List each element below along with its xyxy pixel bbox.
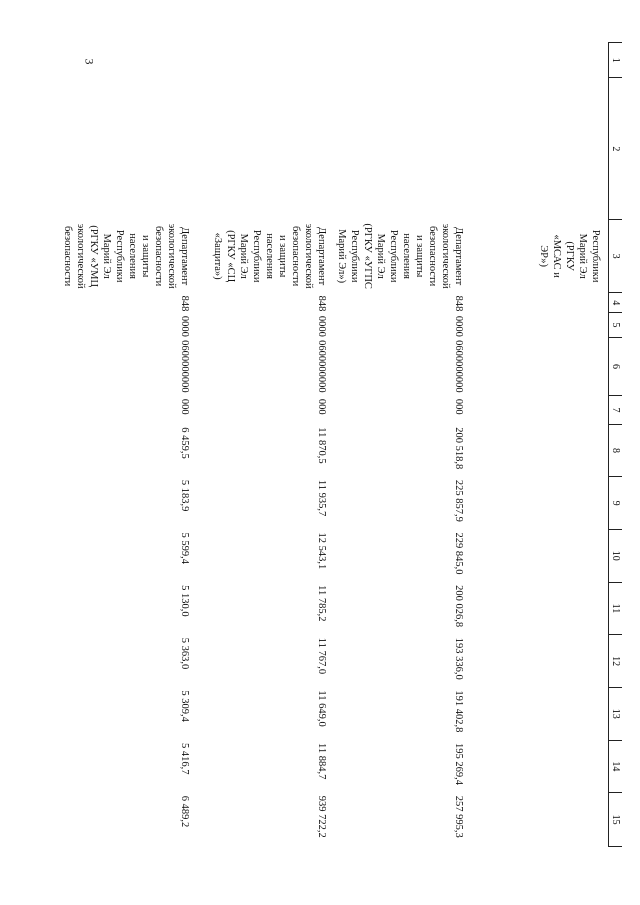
col-header-10: 10 xyxy=(609,529,623,582)
cell-c12 xyxy=(471,635,609,688)
cell-c10: 12 543,1 xyxy=(316,532,327,570)
cell-c8 xyxy=(471,424,609,477)
col-header-6: 6 xyxy=(609,337,623,396)
cell-c8: 11 870,5 xyxy=(316,427,327,464)
col-header-1: 1 xyxy=(609,43,623,78)
cell-c10: 229 845,0 xyxy=(453,532,464,575)
col-header-5: 5 xyxy=(609,313,623,337)
table-row xyxy=(197,43,334,847)
col-header-3: 3 xyxy=(609,220,623,293)
col-header-4: 4 xyxy=(609,293,623,313)
cell-c2 xyxy=(197,78,334,220)
col-header-14: 14 xyxy=(609,740,623,793)
cell-c6 xyxy=(471,337,609,396)
cell-c14: 11 884,7 xyxy=(316,743,327,780)
table-row xyxy=(471,43,609,847)
cell-c10 xyxy=(471,529,609,582)
cell-organization: Департамент экологической безопасности и защиты населения Республики Марий Эл (РГКУ «УМЦ экологической безопасности xyxy=(62,223,190,289)
table-row xyxy=(60,43,197,847)
cell-c12: 5 363,0 xyxy=(179,637,190,670)
cell-c1 xyxy=(60,43,197,78)
cell-code: 848 xyxy=(453,295,464,312)
cell-organization: Департамент экологической безопасности и защиты населения Республики Марий Эл (РГКУ «УГПС Республики Марий Эл») xyxy=(336,223,464,289)
col-header-12: 12 xyxy=(609,635,623,688)
cell-c14: 5 416,7 xyxy=(179,743,190,775)
col-header-11: 11 xyxy=(609,582,623,635)
cell-c15: 257 995,3 xyxy=(453,795,464,838)
col-header-15: 15 xyxy=(609,793,623,847)
cell-c1 xyxy=(197,43,334,78)
cell-c6: 0600000000 xyxy=(179,340,190,393)
cell-c5: 0000 xyxy=(453,315,464,337)
cell-code xyxy=(471,293,609,313)
cell-c5 xyxy=(471,313,609,337)
col-header-13: 13 xyxy=(609,687,623,740)
cell-c1 xyxy=(334,43,471,78)
cell-c2 xyxy=(334,78,471,220)
cell-c8: 6 459,5 xyxy=(179,427,190,459)
cell-c13: 11 649,0 xyxy=(316,690,327,727)
budget-table xyxy=(60,42,622,847)
cell-c6: 0600000000 xyxy=(316,340,327,393)
cell-c9: 5 183,9 xyxy=(179,479,190,512)
cell-c9: 11 935,7 xyxy=(316,479,327,517)
cell-c13: 191 402,8 xyxy=(453,690,464,733)
cell-c11: 11 785,2 xyxy=(316,585,327,622)
cell-c5: 0000 xyxy=(316,315,327,337)
cell-c15: 939 722,2 xyxy=(316,795,327,838)
cell-c14 xyxy=(471,740,609,793)
cell-c13 xyxy=(471,687,609,740)
cell-code: 848 xyxy=(316,295,327,312)
cell-c1 xyxy=(471,43,609,78)
col-header-2: 2 xyxy=(609,78,623,220)
cell-c8: 200 518,8 xyxy=(453,427,464,470)
col-header-8: 8 xyxy=(609,424,623,477)
table-row xyxy=(334,43,471,847)
page-number: 3 xyxy=(82,58,97,65)
cell-c11: 5 130,0 xyxy=(179,585,190,617)
cell-organization: Департамент экологической безопасности и защиты населения Республики Марий Эл (РГКУ «СЦ «Защита») xyxy=(212,223,327,289)
cell-c12: 193 336,0 xyxy=(453,637,464,680)
cell-c9: 225 857,9 xyxy=(453,479,464,522)
rotated-table-container xyxy=(62,42,622,847)
cell-c7: 000 xyxy=(316,398,327,415)
cell-c13: 5 309,4 xyxy=(179,690,190,722)
cell-c2 xyxy=(60,78,197,220)
cell-c14: 195 269,4 xyxy=(453,743,464,786)
col-header-9: 9 xyxy=(609,477,623,530)
cell-c6: 0600000000 xyxy=(453,340,464,393)
cell-code: 848 xyxy=(179,295,190,312)
cell-c11 xyxy=(471,582,609,635)
cell-c11: 200 026,8 xyxy=(453,585,464,628)
cell-c7: 000 xyxy=(453,398,464,415)
cell-c5: 0000 xyxy=(179,315,190,337)
cell-c15 xyxy=(471,793,609,847)
header-row xyxy=(609,43,623,847)
cell-c15: 6 489,2 xyxy=(179,795,190,828)
cell-c7: 000 xyxy=(179,398,190,415)
cell-c9 xyxy=(471,477,609,530)
cell-c10: 5 599,4 xyxy=(179,532,190,564)
cell-c12: 11 767,0 xyxy=(316,637,327,675)
cell-c7 xyxy=(471,396,609,424)
cell-organization: Республики Марий Эл (РГКУ «МСАС и ЭР») xyxy=(538,229,601,283)
cell-c2 xyxy=(471,78,609,220)
col-header-7: 7 xyxy=(609,396,623,424)
